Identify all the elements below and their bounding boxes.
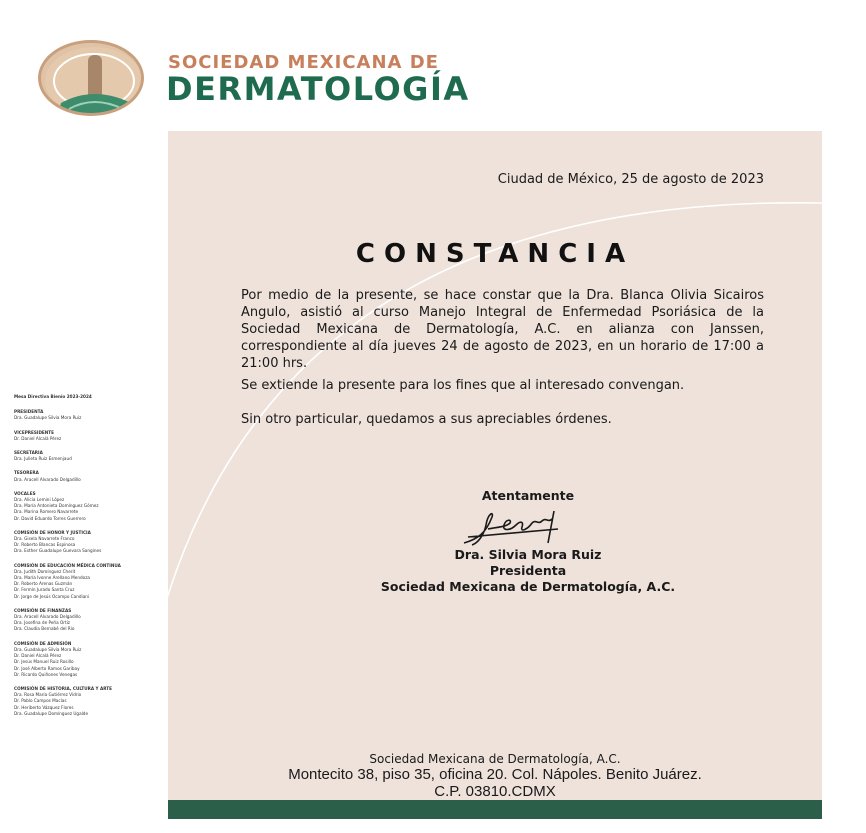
footer-address-line1: Montecito 38, piso 35, oficina 20. Col. Nápoles. Benito Juárez.: [288, 766, 702, 783]
committee-group: [14, 491, 154, 522]
committee-member: Dra. Esther Guadalupe Guevara Sangines: [14, 548, 102, 554]
committee-group: [14, 450, 154, 462]
committee-title: COMISIÓN DE ADMISIÓN: [14, 640, 72, 646]
committee-member: Dr. Pablo Campos Macías: [14, 698, 67, 704]
committee-member: Dr. Daniel Alcalá Pérez: [14, 653, 62, 659]
committee-groups: [14, 409, 154, 717]
committee-member: Dra. Gisela Navarrete Franco: [14, 536, 75, 542]
letter-panel: [168, 131, 822, 819]
committee-member: Dr. José Alberto Ramos Garibay: [14, 665, 80, 671]
committee-title: TESORERA: [14, 470, 39, 476]
decorative-arc: [168, 131, 822, 819]
letter-paragraph-1: Por medio de la presente, se hace constar que la Dra. Blanca Olivia Sicairos Angulo, asistió al curso Manejo Integral de Enfermedad Psoriásica de la Sociedad Mexicana de Dermatología, A.C. en alianza con Janssen, correspondiente al día jueves 24 de agosto de 2023, en un horario de 17:00 a 21:00 hrs.: [241, 288, 764, 371]
board-period-title: Mesa Directiva Bienio 2023-2024: [14, 394, 92, 399]
brand-name-line1: SOCIEDAD MEXICANA DE: [168, 52, 439, 73]
footer-address-line2: C.P. 03810.CDMX: [434, 783, 556, 800]
committee-title: VOCALES: [14, 490, 36, 496]
brand-name-line2: DERMATOLOGÍA: [166, 70, 470, 108]
committee-member: Dra. Josefina de Peña Ortiz: [14, 620, 71, 626]
signer-role: Presidenta: [489, 563, 567, 578]
footer-bar: [168, 800, 822, 819]
committee-member: Dr. David Eduardo Torres Guerrero: [14, 515, 86, 521]
signer-name: Dra. Silvia Mora Ruiz: [454, 547, 602, 562]
committee-group: [14, 641, 154, 678]
letter-paragraph-2: Se extiende la presente para los fines que al interesado convengan.: [241, 378, 685, 393]
committee-title: PRESIDENTA: [14, 409, 44, 415]
committee-group: [14, 608, 154, 633]
committee-member: Dra. Alicia Lemini López: [14, 497, 65, 503]
letter-paragraph-3: Sin otro particular, quedamos a sus apreciables órdenes.: [241, 412, 612, 427]
committee-member: Dra. Marina Romero Navarrete: [14, 509, 79, 515]
committee-title: SECRETARIA: [14, 450, 43, 456]
handwritten-signature: [458, 503, 568, 549]
committee-member: Dr. Daniel Alcalá Pérez: [14, 435, 62, 441]
board-directory: [14, 394, 154, 725]
closing-line: Atentamente: [481, 488, 575, 503]
committee-member: Dr. Jesús Manuel Ruiz Rosillo: [14, 659, 74, 665]
committee-member: Dra. Rosa María Gutiérrez Vidrio: [14, 692, 82, 698]
society-seal-logo: [38, 40, 144, 116]
committee-group: [14, 686, 154, 717]
committee-member: Dra. Aracell Alvarado Delgadillo: [14, 476, 81, 482]
footer-organization: Sociedad Mexicana de Dermatología, A.C.: [369, 752, 621, 766]
committee-member: Dra. Guadalupe Domínguez Ugalde: [14, 710, 89, 716]
committee-member: Dra. Guadalupe Silvia Mora Ruiz: [14, 415, 82, 421]
committee-member: Dra. María Ivonne Arellano Mendoza: [14, 575, 90, 581]
committee-member: Dra. Julieta Ruiz Esmenjaud: [14, 456, 72, 462]
committee-member: Dra. Aracell Alvarado Delgadillo: [14, 614, 81, 620]
committee-member: Dra. Judith Domínguez Cherit: [14, 568, 76, 574]
committee-member: Dra. María Antonieta Domínguez Gómez: [14, 503, 99, 509]
committee-title: COMISIÓN DE HONOR Y JUSTICIA: [14, 529, 91, 535]
committee-group: [14, 409, 154, 421]
committee-member: Dr. Jorge de Jesús Ocampo Candiani: [14, 593, 90, 599]
committee-member: Dr. Roberto Arenas Guzmán: [14, 581, 73, 587]
committee-title: VICEPRESIDENTE: [14, 429, 55, 435]
committee-member: Dr. Roberto Blancas Espinosa: [14, 542, 76, 548]
footer-address: [168, 766, 822, 800]
committee-member: Dr. Heriberto Vázquez Flores: [14, 704, 74, 710]
committee-member: Dr. Ricardo Quiñones Venegas: [14, 671, 78, 677]
letter-title: CONSTANCIA: [355, 239, 635, 269]
committee-member: Dr. Fermín Jurado Santa Cruz: [14, 587, 75, 593]
committee-member: Dra. Guadalupe Silvia Mora Ruiz: [14, 646, 82, 652]
committee-title: COMISIÓN DE HISTORIA, CULTURA Y ARTE: [14, 685, 113, 691]
committee-group: [14, 470, 154, 482]
committee-title: COMISIÓN DE EDUCACIÓN MÉDICA CONTINUA: [14, 562, 121, 568]
committee-group: [14, 530, 154, 555]
committee-member: Dra. Claudia Bernabé del Río: [14, 626, 75, 632]
committee-group: [14, 430, 154, 442]
committee-title: COMISIÓN DE FINANZAS: [14, 607, 72, 613]
signer-organization: Sociedad Mexicana de Dermatología, A.C.: [380, 579, 676, 594]
committee-group: [14, 563, 154, 600]
letter-date: Ciudad de México, 25 de agosto de 2023: [497, 172, 764, 187]
